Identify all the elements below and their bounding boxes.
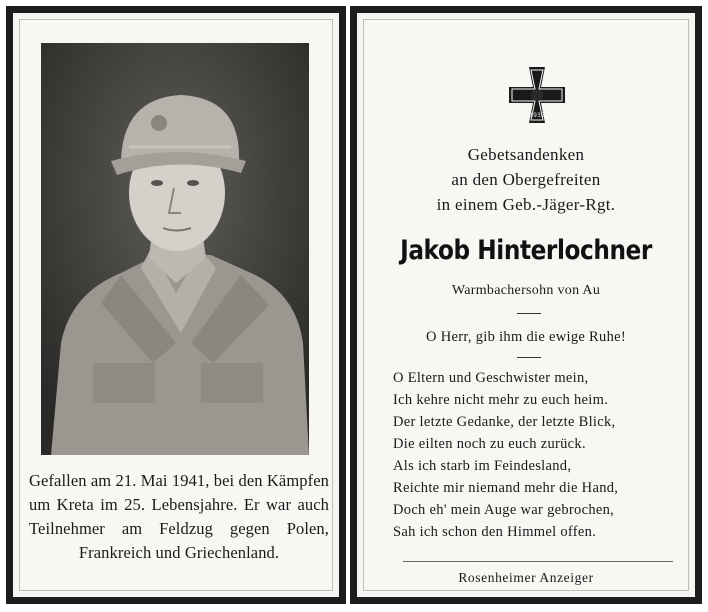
- subtitle: Warmbachersohn von Au: [451, 283, 601, 298]
- divider-short-top: [517, 313, 541, 314]
- poem-line: Sah ich schon den Himmel offen.: [393, 524, 597, 540]
- cross-year: 1939: [529, 112, 545, 119]
- heading-line-1: Gebetsandenken: [467, 145, 585, 164]
- divider-short-bottom: [517, 357, 541, 358]
- poem: [393, 367, 618, 543]
- left-card: [6, 6, 346, 604]
- divider-footer: [403, 561, 673, 562]
- heading-line-3: in einem Geb.-Jäger-Rgt.: [436, 195, 616, 214]
- right-card: [350, 6, 702, 604]
- prayer-line: O Herr, gib ihm die ewige Ruhe!: [426, 329, 626, 345]
- poem-line: Reichte mir niemand mehr die Hand,: [393, 480, 619, 496]
- iron-cross-icon: [507, 65, 567, 125]
- poem-line: Doch eh' mein Auge war gebrochen,: [393, 502, 615, 518]
- deceased-name: Jakob Hinterlochner: [400, 235, 652, 266]
- poem-line: Ich kehre nicht mehr zu euch heim.: [393, 392, 609, 408]
- poem-line: Die eilten noch zu euch zurück.: [393, 436, 586, 452]
- portrait-illustration: [41, 43, 309, 455]
- portrait-photo: [41, 43, 309, 455]
- heading-line-2: an den Obergefreiten: [451, 170, 601, 189]
- publisher-footer: Rosenheimer Anzeiger: [458, 570, 594, 585]
- poem-line: Als ich starb im Feindesland,: [393, 458, 572, 474]
- poem-line: O Eltern und Geschwister mein,: [393, 370, 589, 386]
- obituary-caption: Gefallen am 21. Mai 1941, bei den Kämpfen um Kreta im 25. Lebensjahre. Er war auch Teilnehmer am Feldzug gegen Polen, Frankreich und Griechenland.: [29, 471, 329, 562]
- poem-line: Der letzte Gedanke, der letzte Blick,: [393, 414, 616, 430]
